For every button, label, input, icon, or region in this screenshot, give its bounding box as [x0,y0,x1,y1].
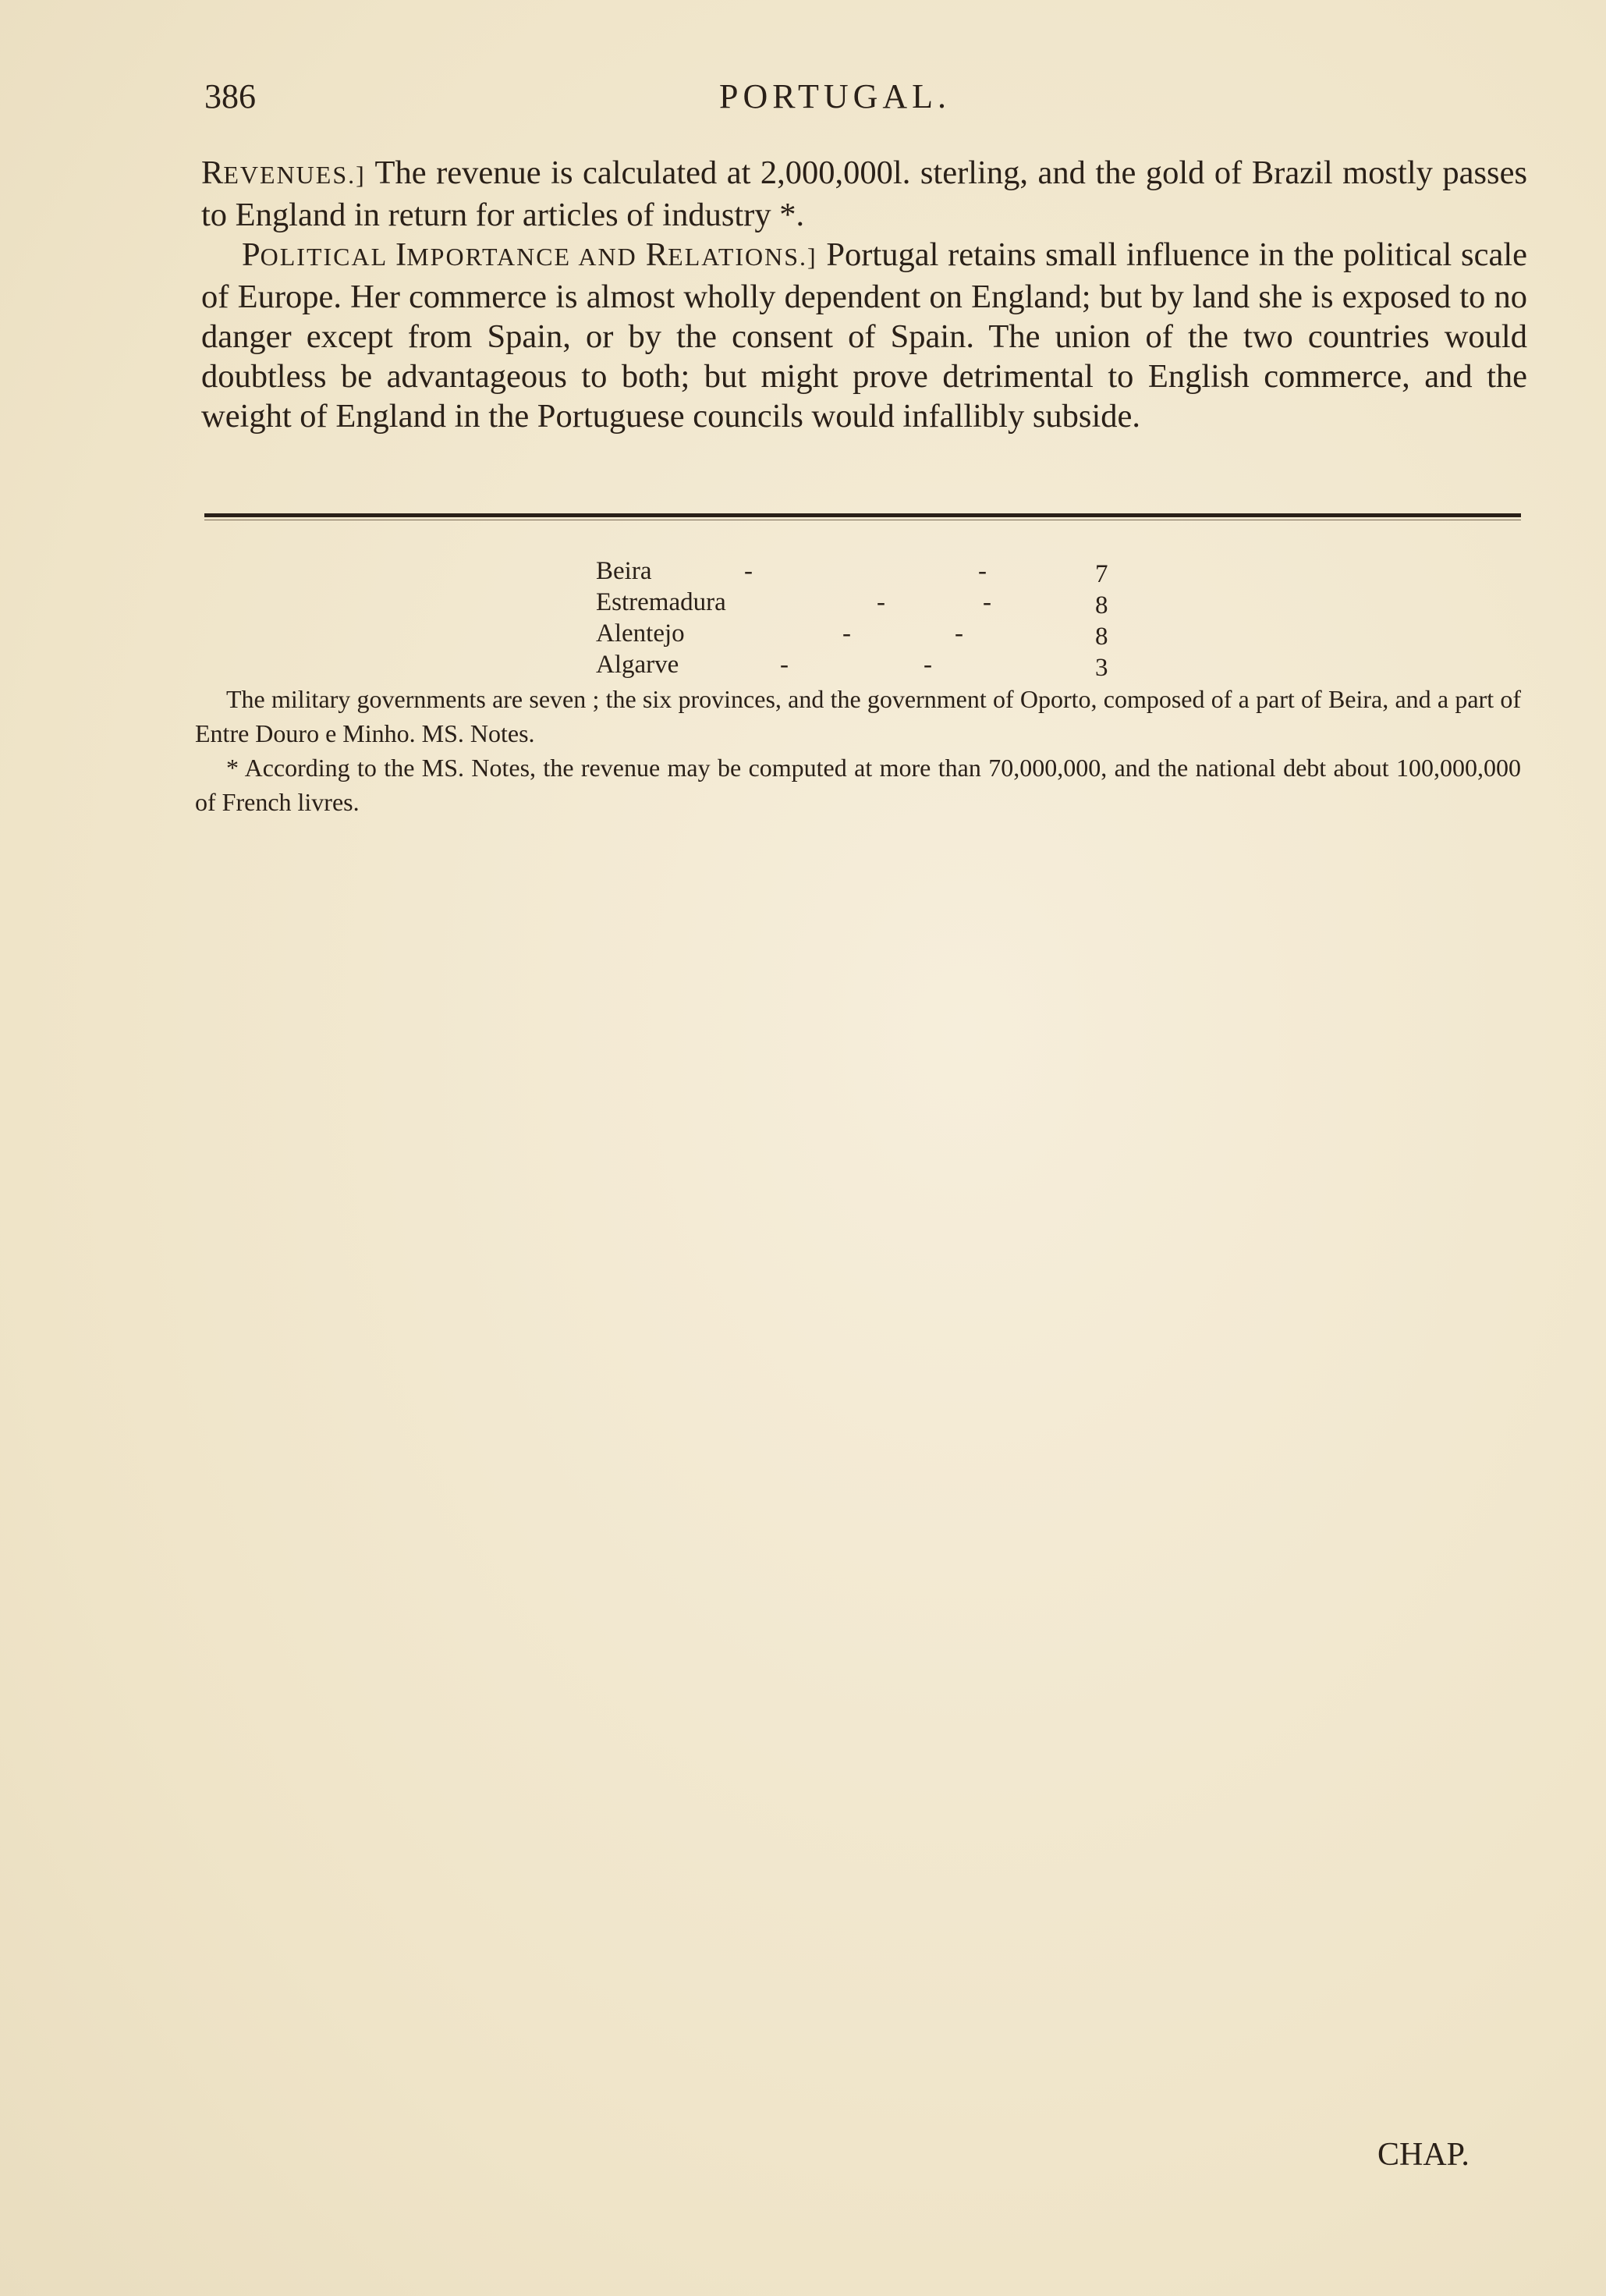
province-value: 3 [1095,654,1108,682]
page-number: 386 [204,77,256,115]
notes-block [195,682,1521,819]
province-name: Alentejo [596,619,685,648]
leader-dash: - [955,619,963,648]
province-value: 7 [1095,560,1108,588]
political-paragraph [201,235,1527,436]
page-header [204,76,1523,123]
province-name: Estremadura [596,588,726,616]
leader-dash: - [983,588,991,616]
leader-dash: - [877,588,885,616]
province-name: Beira [596,557,652,585]
main-text [201,153,1527,436]
political-heading: POLITICAL IMPORTANCE AND RELATIONS.] [242,236,817,273]
leader-dash: - [780,651,789,679]
leader-dash: - [924,651,932,679]
revenues-text: The revenue is calculated at 2,000,000l. sterling, and the gold of Brazil mostly passes to England in return for articles of industry *. [201,154,1527,233]
section-divider [204,513,1521,517]
leader-dash: - [978,557,987,585]
revenues-paragraph [201,153,1527,235]
political-text: Portugal retains small influence in the political scale of Europe. Her commerce is almost wholly dependent on England; but by land she is exposed to no danger except from Spain, or by the consent of Spain. The union of the two countries would doubtless be advantageous to both; but might prove detrimental to English commerce, and the weight of England in the Portuguese councils would infallibly subside. [201,236,1527,435]
leader-dash: - [744,557,753,585]
leader-dash: - [842,619,851,648]
running-title: PORTUGAL. [719,77,952,115]
revenues-heading: REVENUES.] [201,154,366,191]
military-note: The military governments are seven ; the six provinces, and the government of Oporto, composed of a part of Beira, and a part of Entre Douro e Minho. MS. Notes. [195,685,1521,747]
catchword: CHAP. [1377,2137,1470,2173]
province-value: 8 [1095,623,1108,651]
province-name: Algarve [596,651,679,679]
province-value: 8 [1095,591,1108,619]
footnote: * According to the MS. Notes, the revenue may be computed at more than 70,000,000, and the national debt about 100,000,000 of French livres. [195,754,1521,816]
